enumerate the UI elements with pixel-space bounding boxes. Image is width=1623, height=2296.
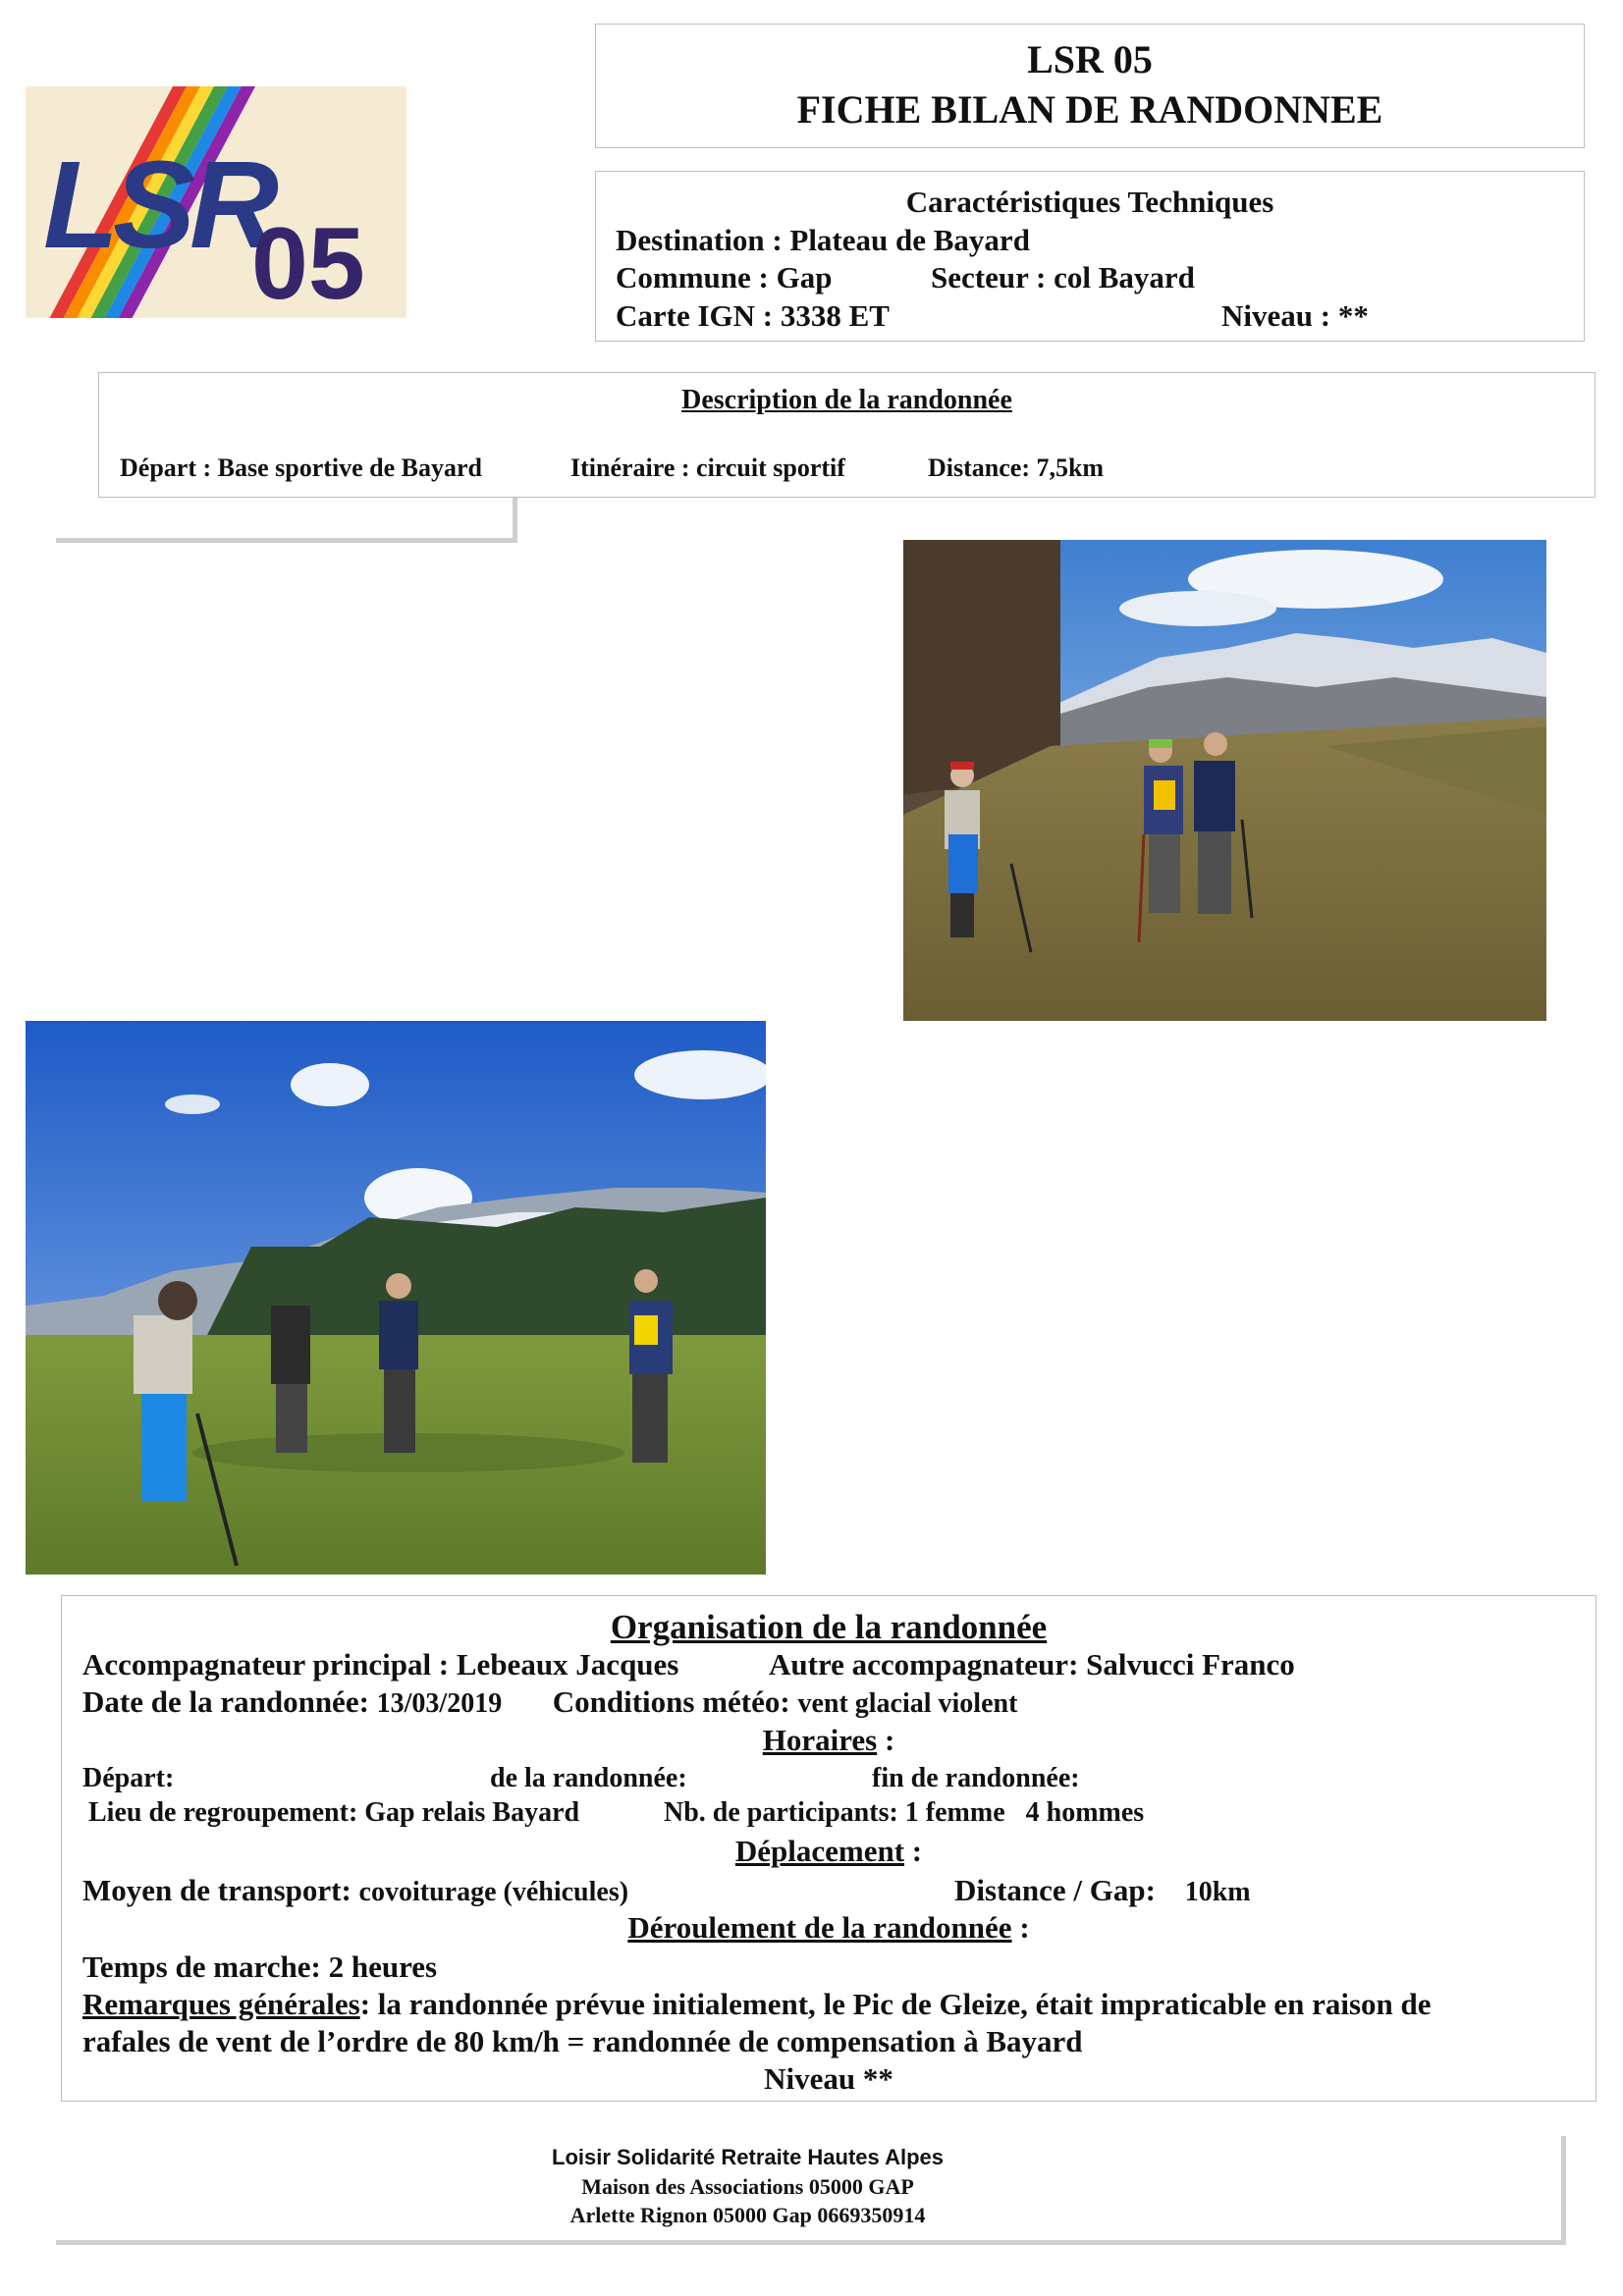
transport-label: Moyen de transport: — [82, 1873, 352, 1907]
meteo-value: vent glacial violent — [797, 1688, 1018, 1719]
hikers-landscape-image — [903, 540, 1546, 1021]
title-line-2: FICHE BILAN DE RANDONNEE — [796, 87, 1383, 132]
horaires-title: Horaires — [762, 1723, 878, 1757]
remarques-text-2: rafales de vent de l’ordre de 80 km/h = randonnée de compensation à Bayard — [82, 2024, 1083, 2058]
footer-shadow-divider — [56, 2240, 1566, 2245]
distance-gap — [954, 1873, 1251, 1908]
logo-lsr-text: LSR — [43, 135, 273, 274]
hikers-photo-2 — [26, 1021, 766, 1575]
distance-gap-label: Distance / Gap: — [954, 1873, 1156, 1907]
deroulement-colon: : — [1011, 1910, 1030, 1945]
horaires-row — [82, 1763, 1555, 1796]
description-itineraire: Itinéraire : circuit sportif — [570, 454, 845, 482]
lsr-logo — [26, 86, 406, 318]
tech-commune-row — [616, 259, 1584, 297]
horaire-de-la-randonnee: de la randonnée: — [490, 1763, 687, 1793]
tech-commune: Commune : Gap — [616, 260, 833, 294]
hikers-meadow-image — [26, 1021, 766, 1575]
deroulement-heading — [62, 1910, 1596, 1946]
transport-row — [82, 1873, 1555, 1910]
description-title: Description de la randonnée — [681, 385, 1012, 415]
nb-participants: Nb. de participants: 1 femme 4 hommes — [664, 1797, 1145, 1828]
footer-contact: Arlette Rignon 05000 Gap 0669350914 — [569, 2203, 926, 2227]
distance-gap-value: 10km — [1184, 1877, 1251, 1907]
tech-characteristics-box — [595, 171, 1585, 342]
footer — [0, 2143, 1623, 2229]
shadow-divider — [56, 538, 517, 543]
horaire-depart: Départ: — [82, 1763, 175, 1793]
horaire-fin-randonnee: fin de randonnée: — [872, 1763, 1080, 1793]
tech-secteur: Secteur : col Bayard — [931, 260, 1195, 294]
date-label: Date de la randonnée: — [82, 1684, 369, 1719]
deplacement-title: Déplacement — [734, 1834, 905, 1868]
description-box — [98, 372, 1596, 498]
footer-org: Loisir Solidarité Retraite Hautes Alpes — [552, 2145, 944, 2169]
tech-carte: Carte IGN : 3338 ET — [616, 297, 890, 333]
tech-destination: Destination : Plateau de Bayard — [616, 222, 1030, 257]
lieu-regroupement: Lieu de regroupement: Gap relais Bayard — [88, 1797, 580, 1828]
lieu-participants-row — [88, 1797, 1561, 1831]
title-line-1: LSR 05 — [1027, 37, 1153, 81]
date-meteo-row — [82, 1684, 1017, 1720]
accompagnateur-principal: Accompagnateur principal : Lebeaux Jacques — [82, 1647, 679, 1682]
accompagnateurs-row — [82, 1647, 1555, 1684]
deplacement-colon: : — [904, 1834, 923, 1868]
deroulement-title: Déroulement de la randonnée — [627, 1910, 1012, 1945]
organisation-box — [61, 1595, 1596, 2102]
tech-carte-row — [616, 297, 1584, 336]
description-depart: Départ : Base sportive de Bayard — [120, 454, 483, 482]
autre-accompagnateur: Autre accompagnateur: Salvucci Franco — [769, 1647, 1295, 1682]
tech-niveau: Niveau : ** — [1221, 297, 1369, 333]
remarques-text-1: : la randonnée prévue initialement, le Pic de Gleize, était impraticable en raison de — [359, 1987, 1432, 2021]
organisation-niveau: Niveau ** — [764, 2061, 893, 2096]
logo-number: 05 — [251, 207, 365, 318]
tech-heading: Caractéristiques Techniques — [905, 185, 1274, 219]
footer-shadow-divider — [1561, 2136, 1566, 2244]
remarques-label: Remarques générales — [82, 1987, 360, 2021]
shadow-divider — [513, 498, 517, 542]
horaires-heading — [62, 1723, 1596, 1758]
transport-value: covoiturage (véhicules) — [358, 1877, 629, 1907]
title-box — [595, 24, 1585, 148]
footer-address: Maison des Associations 05000 GAP — [581, 2174, 914, 2199]
description-distance: Distance: 7,5km — [928, 454, 1105, 482]
hikers-photo-1 — [903, 540, 1546, 1021]
horaires-colon: : — [877, 1723, 895, 1757]
transport — [82, 1873, 628, 1908]
meteo-label: Conditions météo: — [552, 1684, 790, 1719]
organisation-title: Organisation de la randonnée — [610, 1608, 1048, 1646]
deplacement-heading — [62, 1834, 1596, 1869]
description-row — [120, 454, 1573, 487]
remarques-line-1 — [82, 1987, 1432, 2022]
date-value: 13/03/2019 — [376, 1688, 503, 1719]
temps-marche: Temps de marche: 2 heures — [82, 1949, 438, 1984]
